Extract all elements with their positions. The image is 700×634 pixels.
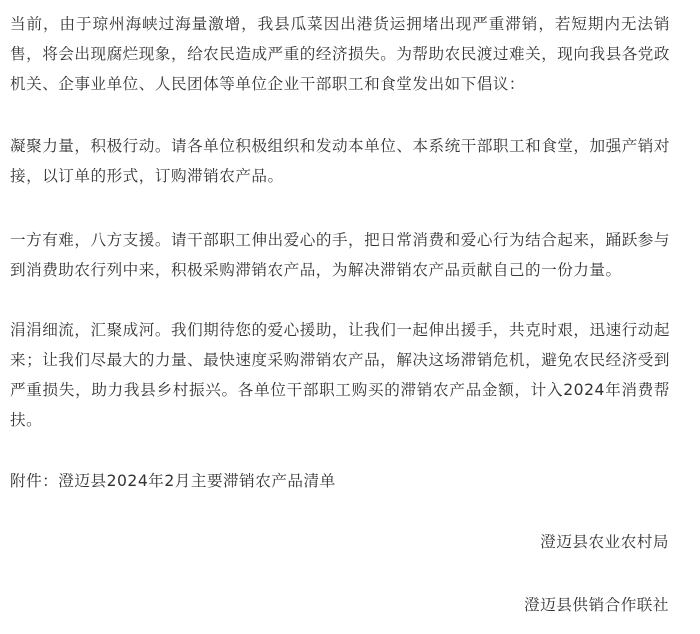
paragraph-unite-strength: 凝聚力量，积极行动。请各单位积极组织和发动本单位、本系统干部职工和食堂，加强产销对接，以订单的形式，订购滞销农产品。 bbox=[10, 137, 670, 185]
paragraph-support: 一方有难，八方支援。请干部职工伸出爱心的手，把日常消费和爱心行为结合起来，踊跃参与到消费助农行列中来，积极采购滞销农产品，为解决滞销农产品贡献自己的一份力量。 bbox=[10, 231, 670, 279]
paragraph-intro: 当前，由于琼州海峡过海量激增，我县瓜菜因出港货运拥堵出现严重滞销，若短期内无法销售，将会出现腐烂现象，给农民造成严重的经济损失。为帮助农民渡过难关，现向我县各党政机关、企事业单位、人民团体等单位企业干部职工和食堂发出如下倡议： bbox=[10, 15, 670, 93]
signature-agriculture-bureau: 澄迈县农业农村局 bbox=[540, 533, 669, 551]
attachment-line: 附件：澄迈县2024年2月主要滞销农产品清单 bbox=[10, 472, 336, 490]
paragraph-gather: 涓涓细流，汇聚成河。我们期待您的爱心援助，让我们一起伸出援手，共克时艰，迅速行动起来；让我们尽最大的力量、最快速度采购滞销农产品，解决这场滞销危机，避免农民经济受到严重损失，助力我县乡村振兴。各单位干部职工购买的滞销农产品金额，计入2024年消费帮扶。 bbox=[10, 321, 670, 429]
signature-supply-cooperative: 澄迈县供销合作联社 bbox=[524, 596, 669, 614]
